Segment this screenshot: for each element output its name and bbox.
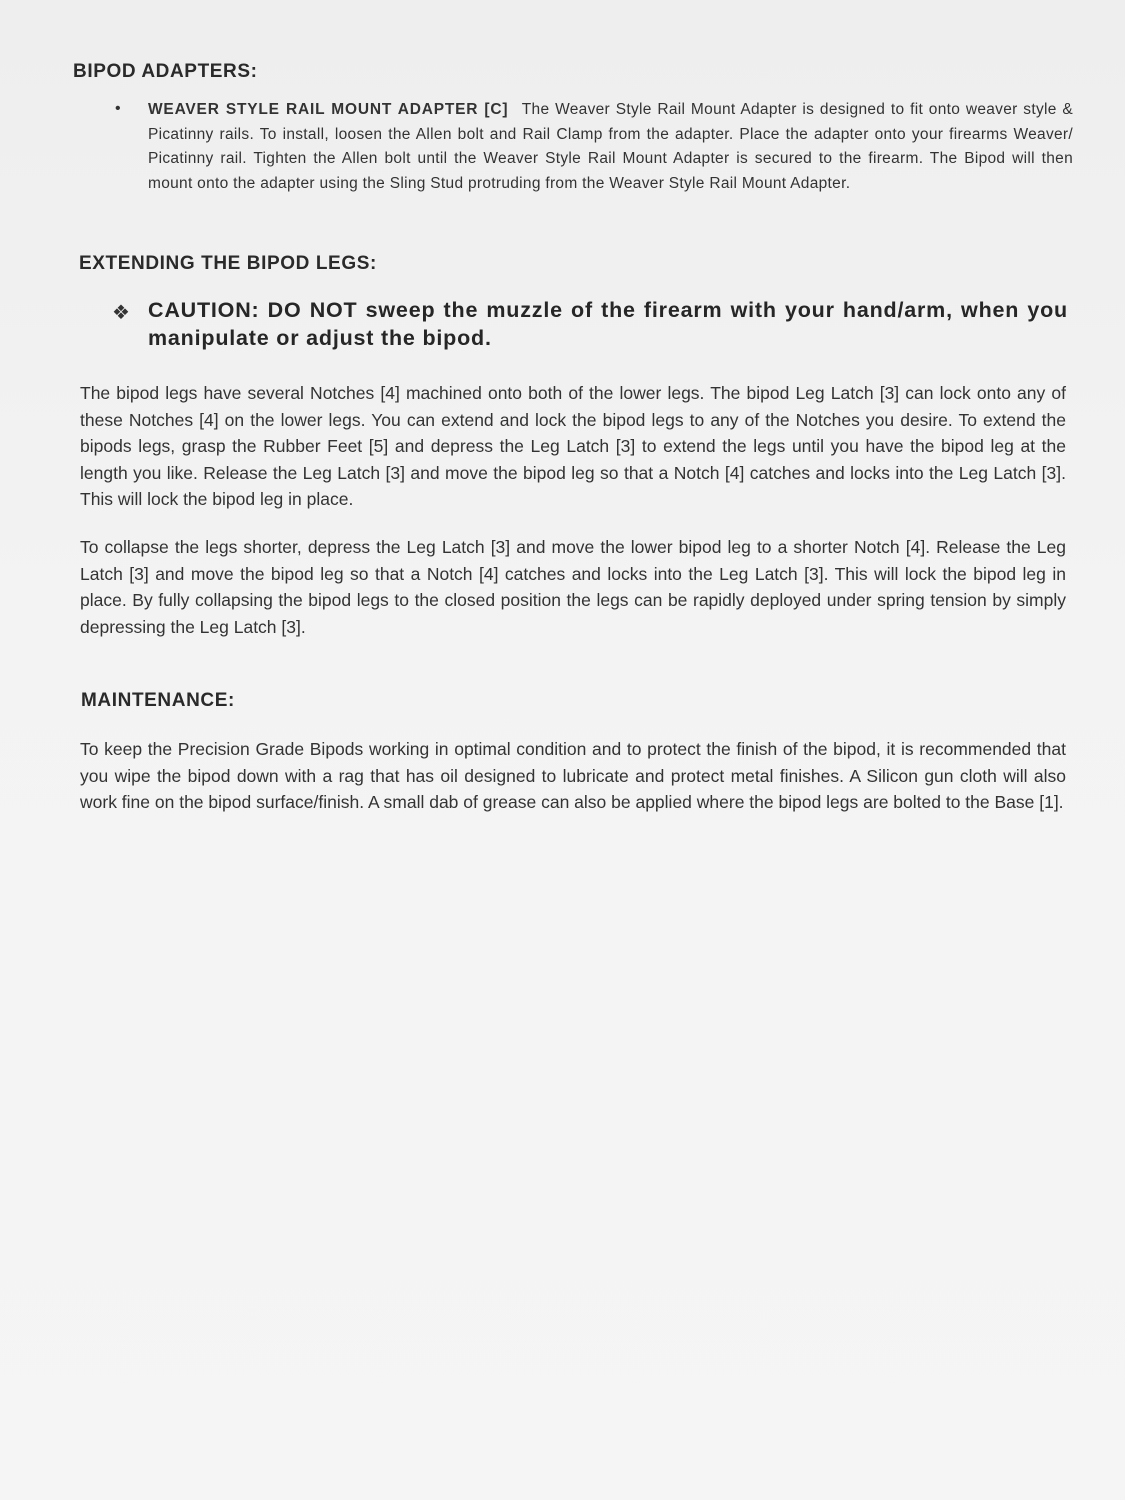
diamond-bullet-icon: ❖ (112, 302, 130, 324)
maintenance-paragraph: To keep the Precision Grade Bipods working in optimal condition and to protect the finish of the bipod, it is recommended that you wipe the bipod down with a rag that has oil designed to lubricate and protect metal finishes. A Silicon gun cloth will also work fine on the bipod surface/finish. A small dab of grease can also be applied where the bipod legs are bolted to the Base [1]. (80, 739, 1066, 812)
adapter-description (148, 98, 1073, 196)
extend-paragraph: The bipod legs have several Notches [4] machined onto both of the lower legs. The bipod Leg Latch [3] can lock onto any of these Notches [4] on the lower legs. You can extend and lock the bipod legs to any of the Notches you desire. To extend the bipods legs, grasp the Rubber Feet [5] and depress the Leg Latch [3] to extend the legs until you have the bipod leg at the length you like. Release the Leg Latch [3] and move the bipod leg so that a Notch [4] catches and locks into the Leg Latch [3]. This will lock the bipod leg in place. (80, 383, 1066, 509)
bipod-adapters-heading: BIPOD ADAPTERS: (73, 61, 258, 82)
caution-text: CAUTION: DO NOT sweep the muzzle of the firearm with your hand/arm, when you manipulate or adjust the bipod. (148, 298, 1068, 350)
maintenance-heading: MAINTENANCE: (81, 690, 235, 711)
adapter-title: WEAVER STYLE RAIL MOUNT ADAPTER [C] (148, 101, 509, 118)
adapter-text: The Weaver Style Rail Mount Adapter is designed to fit onto weaver style & Picatinny rails. To install, loosen the Allen bolt and Rail Clamp from the adapter. Place the adapter onto your firearms Weaver/ Picatinny rail. Tighten the Allen bolt until the Weaver Style Rail Mount Adapter is secured to the firearm. The Bipod will then mount onto the adapter using the Sling Stud protruding from the Weaver Style Rail Mount Adapter. (148, 101, 1074, 192)
bullet-icon: • (115, 100, 121, 117)
extending-legs-heading: EXTENDING THE BIPOD LEGS: (79, 253, 377, 274)
collapse-paragraph: To collapse the legs shorter, depress the Leg Latch [3] and move the lower bipod leg to a shorter Notch [4]. Release the Leg Latch [3] and move the bipod leg so that a Notch [4] catches and locks into the Leg Latch [3]. This will lock the bipod leg in place. By fully collapsing the bipod legs to the closed position the legs can be rapidly deployed under spring tension by simply depressing the Leg Latch [3]. (80, 537, 1066, 637)
